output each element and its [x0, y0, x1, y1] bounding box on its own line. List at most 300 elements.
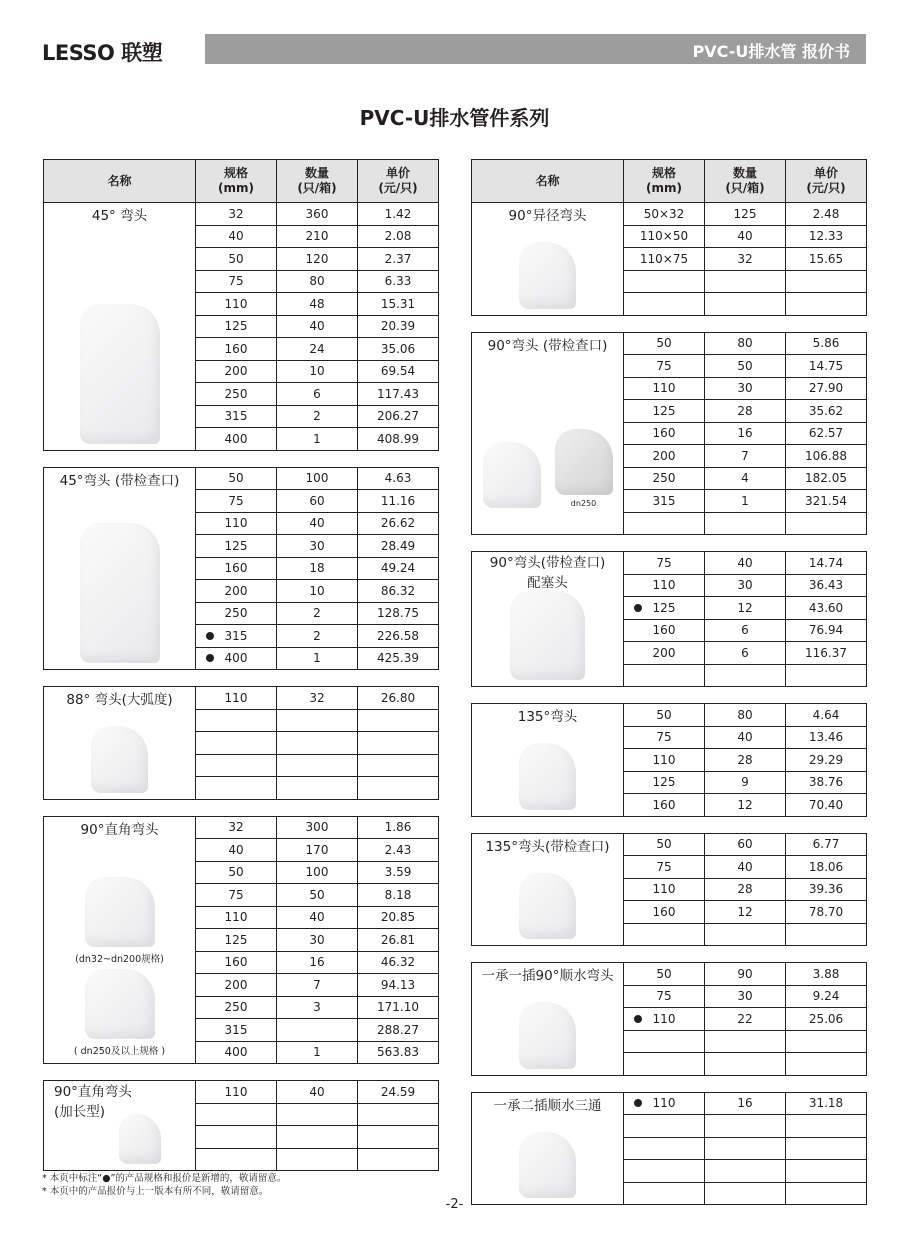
table-row: [44, 1081, 439, 1104]
qty-cell: [705, 664, 786, 687]
price-cell: 1.42: [358, 203, 439, 226]
price-cell: 43.60: [786, 597, 867, 620]
header-label: 规格: [223, 166, 248, 180]
spec-value: 50: [656, 966, 672, 981]
price-cell: [786, 1053, 867, 1076]
qty-cell: 32: [705, 248, 786, 271]
header-label: (只/箱): [725, 181, 765, 195]
table-row: [472, 203, 867, 226]
product-group-table: [471, 551, 867, 687]
spec-cell: [196, 360, 277, 383]
price-cell: [358, 732, 439, 755]
spec-value: 200: [224, 977, 248, 992]
spec-value: 200: [652, 448, 676, 463]
qty-cell: 1: [277, 428, 358, 451]
spec-cell: [196, 338, 277, 361]
price-cell: [786, 293, 867, 316]
qty-cell: 48: [277, 293, 358, 316]
price-cell: [358, 754, 439, 777]
spec-cell: [624, 771, 705, 794]
qty-cell: 16: [705, 422, 786, 445]
spec-value: 160: [224, 955, 248, 970]
spec-cell: [624, 203, 705, 226]
qty-cell: 28: [705, 878, 786, 901]
product-name: 88° 弯头(大弧度): [66, 692, 173, 708]
qty-cell: 50: [277, 884, 358, 907]
qty-cell: 6: [705, 619, 786, 642]
spec-value: 75: [656, 989, 672, 1004]
spec-value: 110: [224, 296, 248, 311]
spec-cell: [196, 580, 277, 603]
spec-cell: [624, 248, 705, 271]
price-cell: [786, 664, 867, 687]
qty-cell: 16: [277, 951, 358, 974]
spec-value: 200: [224, 364, 248, 379]
new-item-marker-icon: [634, 1015, 642, 1023]
price-cell: 86.32: [358, 580, 439, 603]
spec-value: 110×75: [639, 251, 689, 266]
qty-cell: 120: [277, 248, 358, 271]
spec-cell: [624, 1137, 705, 1160]
product-image: [472, 743, 623, 810]
spec-value: 110: [652, 882, 676, 897]
spec-cell: [196, 203, 277, 226]
product-image: [472, 591, 623, 680]
header-label: 数量: [304, 166, 329, 180]
qty-cell: 4: [705, 467, 786, 490]
product-name-cell: [472, 552, 624, 687]
product-name-cell: [44, 1081, 196, 1171]
qty-cell: 80: [705, 704, 786, 727]
product-group-table: [471, 703, 867, 817]
product-image: [472, 1132, 623, 1199]
qty-cell: 40: [277, 512, 358, 535]
qty-cell: 30: [705, 985, 786, 1008]
qty-cell: 30: [277, 929, 358, 952]
spec-cell: [624, 1030, 705, 1053]
new-item-marker-icon: [206, 632, 214, 640]
spec-cell: [196, 754, 277, 777]
price-cell: 2.43: [358, 839, 439, 862]
spec-cell: [196, 293, 277, 316]
spec-cell: [196, 405, 277, 428]
product-image: [472, 1002, 623, 1069]
spec-cell: [624, 512, 705, 535]
spec-cell: [624, 878, 705, 901]
price-cell: 38.76: [786, 771, 867, 794]
spec-cell: [196, 512, 277, 535]
product-name: 90°弯头 (带检查口): [487, 337, 608, 354]
qty-cell: 7: [277, 974, 358, 997]
product-image: [44, 726, 195, 793]
qty-cell: 40: [705, 552, 786, 575]
spec-cell: [624, 923, 705, 946]
spec-value: 315: [652, 493, 676, 508]
spec-cell: [196, 647, 277, 670]
product-group-table: [43, 816, 439, 1065]
qty-cell: 300: [277, 816, 358, 839]
spec-value: 110: [652, 1011, 676, 1026]
qty-cell: 2: [277, 625, 358, 648]
price-cell: 46.32: [358, 951, 439, 974]
price-cell: 69.54: [358, 360, 439, 383]
qty-cell: 16: [705, 1092, 786, 1115]
spec-cell: [624, 225, 705, 248]
spec-value: 200: [224, 583, 248, 598]
price-cell: 2.37: [358, 248, 439, 271]
spec-value: 200: [652, 645, 676, 660]
qty-cell: [277, 732, 358, 755]
spec-cell: [624, 833, 705, 856]
spec-value: 160: [652, 426, 676, 441]
group-spacer: [471, 687, 866, 703]
spec-cell: [196, 884, 277, 907]
spec-cell: [196, 535, 277, 558]
product-name-cell: [472, 833, 624, 946]
col-header-price: [358, 160, 439, 203]
spec-cell: [624, 963, 705, 986]
spec-value: 125: [652, 775, 676, 790]
product-group-table: [471, 332, 867, 536]
table-row: [472, 552, 867, 575]
spec-cell: [196, 428, 277, 451]
col-header-price: [786, 160, 867, 203]
qty-cell: 40: [705, 856, 786, 879]
qty-cell: 1: [705, 490, 786, 513]
product-name: 90°直角弯头: [54, 1084, 132, 1100]
spec-value: 400: [224, 431, 248, 446]
qty-cell: 10: [277, 360, 358, 383]
price-cell: [786, 1030, 867, 1053]
product-name: 135°弯头: [517, 709, 578, 725]
qty-cell: [705, 512, 786, 535]
spec-cell: [196, 777, 277, 800]
pipe-fitting-image: [119, 1114, 162, 1164]
price-cell: 15.65: [786, 248, 867, 271]
qty-cell: 2: [277, 405, 358, 428]
price-cell: 12.33: [786, 225, 867, 248]
spec-cell: [196, 1148, 277, 1171]
price-cell: 1.86: [358, 816, 439, 839]
price-cell: 18.06: [786, 856, 867, 879]
price-cell: 76.94: [786, 619, 867, 642]
product-name-cell: [44, 816, 196, 1064]
price-cell: 106.88: [786, 445, 867, 468]
product-group-table: [471, 1092, 867, 1206]
spec-value: 125: [224, 538, 248, 553]
header-label: 名称: [107, 173, 132, 188]
product-image: [472, 242, 623, 309]
spec-cell: [624, 1053, 705, 1076]
qty-cell: 18: [277, 557, 358, 580]
spec-value: 110: [652, 752, 676, 767]
product-name: 一承二插顺水三通: [493, 1097, 602, 1114]
price-cell: 25.06: [786, 1008, 867, 1031]
table-header-row: [44, 160, 439, 203]
price-cell: 39.36: [786, 878, 867, 901]
price-cell: [358, 777, 439, 800]
spec-value: 125: [224, 319, 248, 334]
spec-value: 250: [224, 606, 248, 621]
spec-value: 250: [652, 471, 676, 486]
pipe-fitting-image: [483, 442, 541, 508]
spec-cell: [196, 929, 277, 952]
qty-cell: [705, 293, 786, 316]
qty-cell: 28: [705, 749, 786, 772]
spec-cell: [196, 974, 277, 997]
spec-value: 400: [224, 651, 248, 666]
spec-value: 110: [652, 578, 676, 593]
col-header-qty: [277, 160, 358, 203]
qty-cell: 40: [277, 906, 358, 929]
pipe-fitting-image: [85, 877, 155, 947]
qty-cell: [705, 923, 786, 946]
spec-value: 75: [228, 887, 244, 902]
spec-cell: [196, 1081, 277, 1104]
qty-cell: 1: [277, 647, 358, 670]
qty-cell: [705, 1053, 786, 1076]
spec-cell: [624, 293, 705, 316]
spec-value: 32: [228, 206, 244, 221]
spec-value: 50: [228, 251, 244, 266]
group-spacer: [43, 800, 438, 816]
header-label: 数量: [732, 166, 757, 180]
image-caption: ( dn250及以上规格 ): [73, 1046, 166, 1057]
product-name: (加长型): [54, 1104, 106, 1120]
spec-value: 400: [224, 1045, 248, 1060]
product-image: [44, 304, 195, 444]
qty-cell: [705, 1160, 786, 1183]
spec-value: 40: [228, 229, 244, 244]
price-cell: 13.46: [786, 726, 867, 749]
qty-cell: 6: [705, 642, 786, 665]
spec-cell: [196, 687, 277, 710]
price-cell: 3.88: [786, 963, 867, 986]
col-header-name: [472, 160, 624, 203]
qty-cell: [277, 1126, 358, 1149]
qty-cell: 32: [277, 687, 358, 710]
header-label: (mm): [218, 181, 254, 195]
spec-cell: [196, 225, 277, 248]
qty-cell: 60: [705, 833, 786, 856]
price-cell: [786, 270, 867, 293]
spec-value: 160: [652, 623, 676, 638]
spec-value: 75: [656, 358, 672, 373]
product-name-cell: [472, 1092, 624, 1205]
new-item-marker-icon: [634, 1099, 642, 1107]
price-cell: [786, 923, 867, 946]
group-spacer: [43, 1064, 438, 1080]
qty-cell: 60: [277, 490, 358, 513]
spec-value: 110: [652, 381, 676, 396]
spec-cell: [624, 552, 705, 575]
image-caption: (dn32~dn200规格): [75, 954, 164, 965]
spec-value: 125: [652, 403, 676, 418]
qty-cell: 2: [277, 602, 358, 625]
pipe-fitting-image: [510, 591, 586, 680]
spec-cell: [196, 315, 277, 338]
spec-cell: [624, 985, 705, 1008]
header-label: (元/只): [806, 181, 846, 195]
header-label: (只/箱): [297, 181, 337, 195]
group-spacer: [43, 670, 438, 686]
col-header-spec: [624, 160, 705, 203]
price-cell: [786, 1137, 867, 1160]
spec-cell: [624, 467, 705, 490]
spec-cell: [196, 1103, 277, 1126]
spec-cell: [196, 467, 277, 490]
table-row: [44, 816, 439, 839]
price-cell: 2.48: [786, 203, 867, 226]
qty-cell: 360: [277, 203, 358, 226]
qty-cell: [705, 1030, 786, 1053]
new-item-marker-icon: [634, 604, 642, 612]
spec-cell: [624, 377, 705, 400]
price-cell: 35.62: [786, 400, 867, 423]
pipe-fitting-image: [91, 726, 148, 793]
spec-value: 110: [224, 516, 248, 531]
col-header-qty: [705, 160, 786, 203]
qty-cell: 10: [277, 580, 358, 603]
qty-cell: 90: [705, 963, 786, 986]
spec-value: 40: [228, 842, 244, 857]
spec-cell: [196, 248, 277, 271]
spec-value: 75: [656, 555, 672, 570]
product-name-cell: [472, 704, 624, 817]
spec-cell: [196, 383, 277, 406]
group-spacer: [471, 535, 866, 551]
qty-cell: 125: [705, 203, 786, 226]
price-cell: 171.10: [358, 996, 439, 1019]
price-cell: 15.31: [358, 293, 439, 316]
spec-value: 75: [656, 730, 672, 745]
price-cell: 425.39: [358, 647, 439, 670]
product-name-cell: [472, 963, 624, 1076]
spec-value: 110: [224, 690, 248, 705]
spec-cell: [624, 642, 705, 665]
qty-cell: 40: [705, 726, 786, 749]
spec-value: 50: [228, 471, 244, 486]
product-name: 一承一插90°顺水弯头: [481, 968, 614, 984]
qty-cell: 80: [277, 270, 358, 293]
spec-value: 110: [652, 1096, 676, 1111]
table-row: [44, 203, 439, 226]
qty-cell: 100: [277, 467, 358, 490]
price-cell: 20.39: [358, 315, 439, 338]
product-name-cell: [472, 332, 624, 535]
spec-cell: [196, 625, 277, 648]
product-name: 90°异径弯头: [508, 208, 587, 224]
table-row: [472, 963, 867, 986]
product-name: 45°弯头 (带检查口): [59, 472, 180, 489]
spec-value: 50: [656, 837, 672, 852]
table-header-row: [472, 160, 867, 203]
spec-cell: [624, 856, 705, 879]
document-title: PVC-U排水管 报价书: [692, 42, 850, 61]
image-caption: dn250: [570, 499, 597, 508]
group-spacer: [471, 817, 866, 833]
qty-cell: [277, 1103, 358, 1126]
price-cell: 6.33: [358, 270, 439, 293]
qty-cell: [277, 1148, 358, 1171]
price-cell: [358, 1148, 439, 1171]
spec-cell: [624, 597, 705, 620]
qty-cell: 1: [277, 1041, 358, 1064]
table-row: [472, 704, 867, 727]
pipe-fitting-image: [519, 242, 576, 309]
footnotes: [42, 1172, 286, 1198]
spec-cell: [624, 574, 705, 597]
product-image: [472, 429, 623, 508]
spec-value: 315: [224, 628, 248, 643]
qty-cell: 40: [705, 225, 786, 248]
left-price-column: [43, 159, 438, 1171]
qty-cell: [705, 1137, 786, 1160]
qty-cell: 30: [705, 377, 786, 400]
qty-cell: [705, 1115, 786, 1138]
header-label: (mm): [646, 181, 682, 195]
price-cell: 11.16: [358, 490, 439, 513]
spec-value: 160: [652, 904, 676, 919]
qty-cell: 40: [277, 315, 358, 338]
price-cell: 9.24: [786, 985, 867, 1008]
price-cell: 28.49: [358, 535, 439, 558]
price-cell: [786, 1115, 867, 1138]
spec-value: 125: [652, 600, 676, 615]
spec-cell: [624, 794, 705, 817]
price-cell: 128.75: [358, 602, 439, 625]
spec-cell: [624, 726, 705, 749]
price-cell: 31.18: [786, 1092, 867, 1115]
table-row: [44, 467, 439, 490]
spec-value: 250: [224, 386, 248, 401]
price-cell: 8.18: [358, 884, 439, 907]
product-name: 135°弯头(带检查口): [485, 838, 610, 855]
price-cell: 62.57: [786, 422, 867, 445]
spec-value: 160: [224, 341, 248, 356]
pipe-fitting-image: [80, 304, 160, 444]
spec-value: 160: [652, 797, 676, 812]
spec-value: 75: [228, 274, 244, 289]
price-cell: 26.81: [358, 929, 439, 952]
spec-cell: [196, 996, 277, 1019]
header-bar: [205, 34, 866, 64]
table-row: [44, 687, 439, 710]
spec-value: 110: [224, 910, 248, 925]
price-cell: 14.74: [786, 552, 867, 575]
spec-cell: [624, 1008, 705, 1031]
product-group-table: [471, 159, 867, 316]
product-image: [472, 873, 623, 940]
spec-value: 315: [224, 409, 248, 424]
page-title: PVC-U排水管件系列: [359, 106, 550, 130]
qty-cell: 30: [705, 574, 786, 597]
spec-value: 50×32: [643, 206, 685, 221]
group-spacer: [471, 1076, 866, 1092]
header-label: 单价: [813, 166, 838, 180]
product-group-table: [43, 686, 439, 800]
qty-cell: 170: [277, 839, 358, 862]
spec-cell: [624, 400, 705, 423]
price-cell: [786, 512, 867, 535]
header-label: 名称: [535, 173, 560, 188]
product-name: 90°直角弯头: [80, 821, 159, 838]
price-cell: 116.37: [786, 642, 867, 665]
spec-cell: [196, 816, 277, 839]
pipe-fitting-image: [519, 873, 576, 940]
footnote: * 本页中标注“●”的产品规格和报价是新增的，敬请留意。: [42, 1173, 287, 1184]
spec-cell: [196, 951, 277, 974]
